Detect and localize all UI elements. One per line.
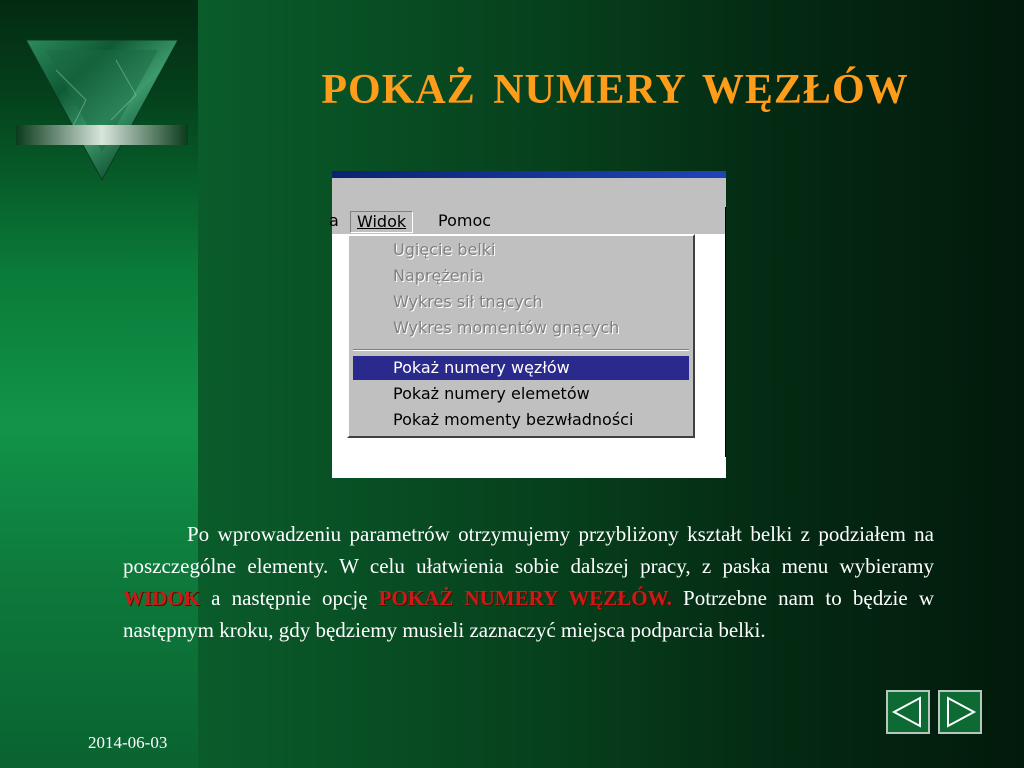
next-slide-button[interactable]	[938, 690, 982, 734]
body-text-part2: a następnie opcję	[200, 586, 379, 610]
toolbar-area	[332, 178, 726, 207]
menu-option-ugiecie-belki[interactable]: Ugięcie belki	[393, 240, 496, 259]
triangle-right-icon	[940, 692, 980, 732]
triangle-left-icon	[888, 692, 928, 732]
menu-pomoc[interactable]: Pomoc	[438, 211, 492, 230]
menu-item-fragment[interactable]: a	[329, 211, 339, 230]
slide-date: 2014-06-03	[88, 733, 168, 752]
menu-option-pokaz-numery-wezlow[interactable]: Pokaż numery węzłów	[353, 356, 689, 380]
widok-dropdown-menu	[347, 234, 695, 438]
menu-widok[interactable]	[350, 211, 413, 233]
body-paragraph	[123, 518, 934, 646]
highlight-widok: WIDOK	[123, 586, 201, 610]
slide-title: POKAŻ NUMERY WĘZŁÓW	[321, 67, 909, 113]
highlight-pokaz-numery-wezlow: POKAŻ NUMERY WĘZŁÓW.	[378, 586, 672, 610]
app-screenshot	[329, 171, 726, 478]
menu-bar	[329, 207, 726, 234]
menu-option-pokaz-momenty-bezwladnosci[interactable]: Pokaż momenty bezwładności	[393, 410, 634, 429]
menu-separator	[353, 349, 689, 351]
window-edge	[725, 207, 726, 457]
menu-option-naprezenia[interactable]: Naprężenia	[393, 266, 484, 285]
menu-option-pokaz-numery-elementow[interactable]: Pokaż numery elemetów	[393, 384, 590, 403]
marble-triangle-logo	[16, 40, 188, 182]
menu-option-wykres-sil-tnacych[interactable]: Wykres sił tnących	[393, 292, 543, 311]
body-text-part1: Po wprowadzeniu parametrów otrzymujemy przybliżony kształt belki z podziałem na poszczególne elementy. W celu ułatwienia sobie dalszej pracy, z paska menu wybieramy	[123, 522, 934, 578]
menu-widok-label: Widok	[357, 212, 407, 231]
window-titlebar	[332, 171, 726, 178]
body-text-part3: Potrzebne nam to będzie w następnym kroku, gdy będziemy musieli zaznaczyć miejsca podparcia belki.	[123, 586, 934, 642]
previous-slide-button[interactable]	[886, 690, 930, 734]
menu-option-wykres-momentow-gnacych[interactable]: Wykres momentów gnących	[393, 318, 620, 337]
